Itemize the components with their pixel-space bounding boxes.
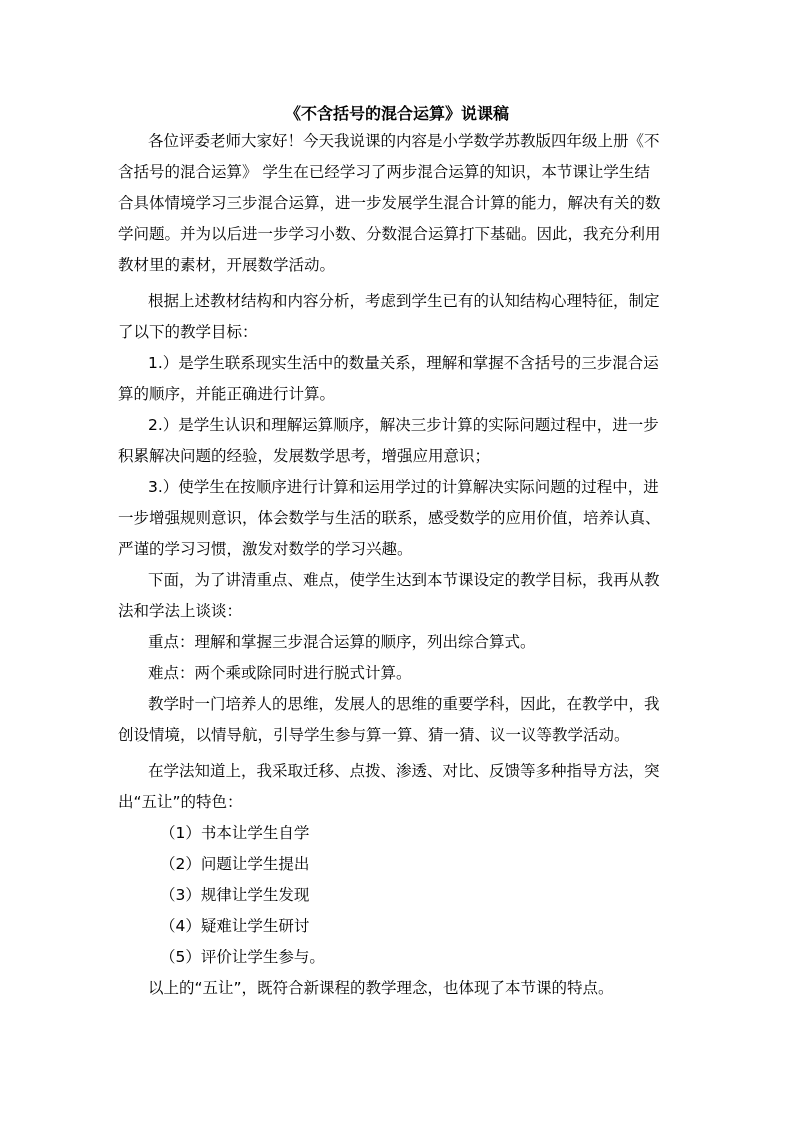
paragraph-line: 1.）是学生联系现实生活中的数量关系，理解和掌握不含括号的三步混合运 (148, 354, 659, 372)
list-item: （5）评价让学生参与。 (160, 948, 325, 966)
paragraph-line: 在学法知道上，我采取迁移、点拨、渗透、对比、反馈等多种指导方法，突 (148, 762, 660, 780)
paragraph-line: 下面，为了讲清重点、难点，使学生达到本节课设定的教学目标，我再从教 (148, 571, 660, 589)
paragraph-line: 法和学法上谈谈： (118, 602, 243, 620)
difficulty-line: 难点：两个乘或除同时进行脱式计算。 (148, 664, 412, 682)
paragraph-line: 教材里的素材，开展数学活动。 (118, 256, 336, 274)
paragraph-line: 出“五让”的特色： (118, 793, 243, 811)
key-point-line: 重点：理解和掌握三步混合运算的顺序，列出综合算式。 (148, 633, 536, 651)
list-item: （1）书本让学生自学 (160, 824, 310, 842)
paragraph-line: 2.）是学生认识和理解运算顺序，解决三步计算的实际问题过程中，进一步 (148, 416, 659, 434)
paragraph-line: 积累解决问题的经验，发展数学思考，增强应用意识； (118, 447, 491, 465)
paragraph-line: 严谨的学习习惯，激发对数学的学习兴趣。 (118, 540, 413, 558)
paragraph-line: 以上的“五让”，既符合新课程的教学理念，也体现了本节课的特点。 (148, 979, 614, 997)
list-item: （2）问题让学生提出 (160, 855, 310, 873)
document-title: 《不含括号的混合运算》说课稿 (284, 104, 509, 123)
paragraph-line: 含括号的混合运算》 学生在已经学习了两步混合运算的知识，本节课让学生结 (118, 163, 650, 181)
paragraph-line: 创设情境，以情导航，引导学生参与算一算、猜一猜、议一议等教学活动。 (118, 726, 630, 744)
paragraph-line: 各位评委老师大家好！今天我说课的内容是小学数学苏教版四年级上册《不 (148, 132, 660, 150)
paragraph-line: 合具体情境学习三步混合运算，进一步发展学生混合计算的能力，解决有关的数 (118, 194, 661, 212)
paragraph-line: 学问题。并为以后进一步学习小数、分数混合运算打下基础。因此，我充分利用 (118, 225, 661, 243)
list-item: （4）疑难让学生研讨 (160, 917, 310, 935)
paragraph-line: 3.）使学生在按顺序进行计算和运用学过的计算解决实际问题的过程中，进 (148, 478, 659, 496)
list-item: （3）规律让学生发现 (160, 886, 310, 904)
paragraph-line: 算的顺序，并能正确进行计算。 (118, 385, 336, 403)
paragraph-line: 教学时一门培养人的思维，发展人的思维的重要学科，因此，在教学中，我 (148, 695, 660, 713)
paragraph-line: 了以下的教学目标： (118, 323, 258, 341)
paragraph-line: 一步增强规则意识，体会数学与生活的联系，感受数学的应用价值，培养认真、 (118, 509, 661, 527)
paragraph-line: 根据上述教材结构和内容分析，考虑到学生已有的认知结构心理特征，制定 (148, 292, 660, 310)
